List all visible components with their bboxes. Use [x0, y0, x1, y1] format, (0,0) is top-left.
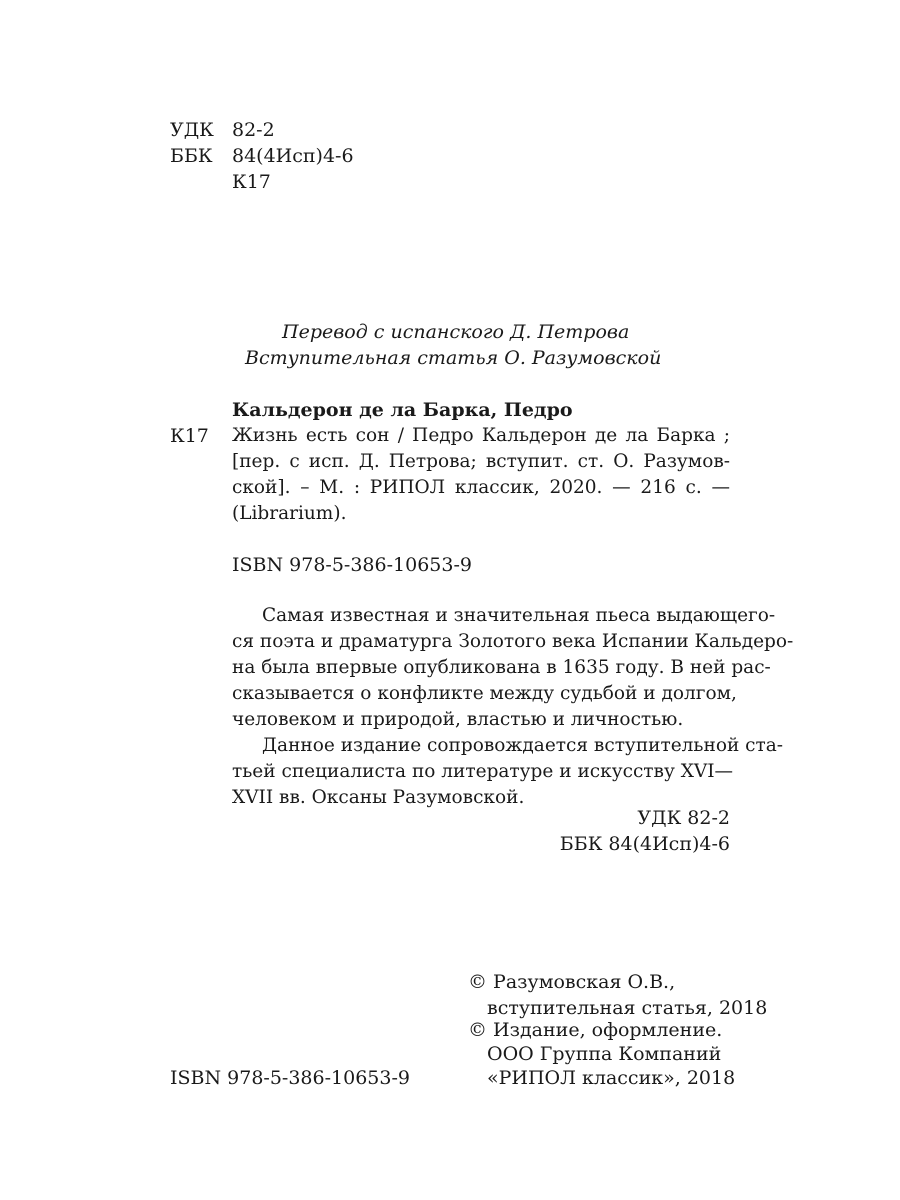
author-mark: К17 [232, 171, 271, 193]
entry-line: Жизнь есть сон / Педро Кальдерон де ла Барка ; [232, 425, 730, 446]
annotation-line: сказывается о конфликте между судьбой и долгом, [232, 683, 737, 704]
annotation-line: Самая известная и значительная пьеса выдающего- [262, 605, 776, 626]
udk-label: УДК [170, 119, 214, 141]
bbk-label: ББК [170, 145, 213, 167]
footer-isbn: ISBN 978-5-386-10653-9 [170, 1067, 410, 1089]
entry-mark: К17 [170, 425, 209, 447]
entry-heading: Кальдерон де ла Барка, Педро [232, 399, 573, 421]
copyright-line: «РИПОЛ классик», 2018 [487, 1067, 736, 1089]
entry-isbn: ISBN 978-5-386-10653-9 [232, 554, 472, 576]
annotation-line: на была впервые опубликована в 1635 году. В ней рас- [232, 657, 771, 678]
copyright-line: © Издание, оформление. [468, 1019, 723, 1041]
translation-credit: Перевод с испанского Д. Петрова [282, 321, 630, 343]
intro-credit: Вступительная статья О. Разумовской [245, 347, 662, 369]
entry-line: ской]. – М. : РИПОЛ классик, 2020. — 216 с. — [232, 477, 730, 498]
annotation-line: Данное издание сопровождается вступительной ста- [262, 735, 784, 756]
annotation-line: ся поэта и драматурга Золотого века Испании Кальдеро- [232, 631, 794, 652]
annotation-line: человеком и природой, властью и личностью. [232, 709, 684, 730]
bbk-value: 84(4Исп)4-6 [232, 145, 354, 167]
annotation-udk: УДК 82-2 [637, 807, 730, 829]
udk-value: 82-2 [232, 119, 275, 141]
entry-line: [пер. с исп. Д. Петрова; вступит. ст. О. Разумов- [232, 451, 730, 472]
copyright-line: ООО Группа Компаний [487, 1043, 722, 1065]
annotation-bbk: ББК 84(4Исп)4-6 [559, 833, 730, 855]
entry-line: (Librarium). [232, 503, 347, 524]
annotation-line: XVII вв. Оксаны Разумовской. [232, 787, 525, 808]
copyright-line: вступительная статья, 2018 [487, 997, 768, 1019]
annotation-line: тьей специалиста по литературе и искусству XVI— [232, 761, 734, 782]
copyright-line: © Разумовская О.В., [468, 971, 676, 993]
